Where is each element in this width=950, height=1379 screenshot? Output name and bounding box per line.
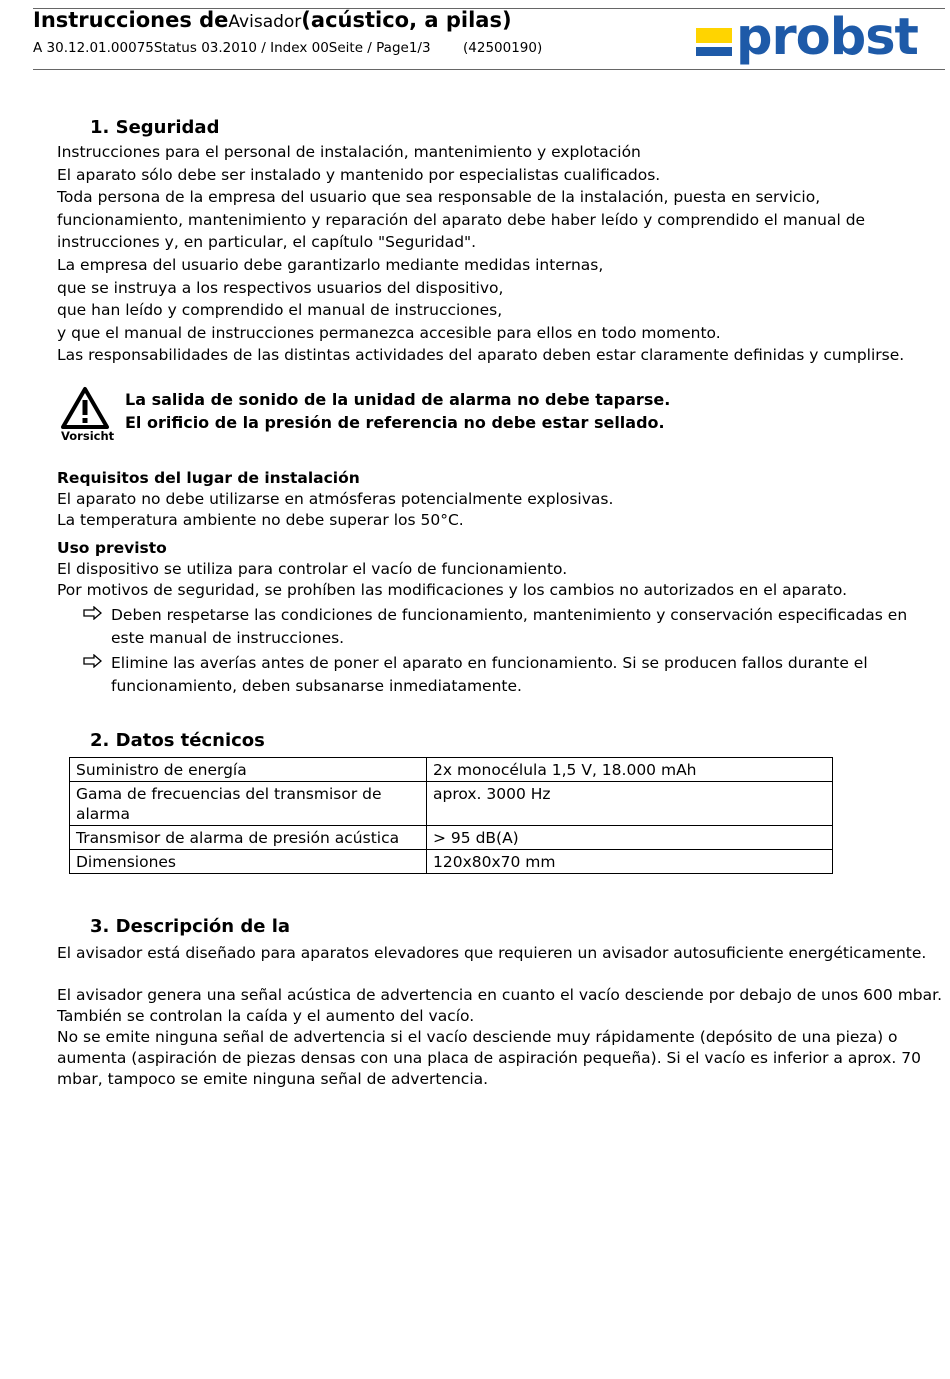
paragraph: Instrucciones para el personal de instalación, mantenimiento y explotación bbox=[57, 143, 641, 161]
paragraph: El aparato sólo debe ser instalado y mantenido por especialistas cualificados. bbox=[57, 166, 661, 184]
paragraph: El avisador está diseñado para aparatos elevadores que requieren un avisador autosuficiente energéticamente. bbox=[57, 944, 927, 962]
table-cell-label: Dimensiones bbox=[70, 850, 427, 874]
order-number: (42500190) bbox=[463, 40, 543, 56]
arrow-right-outline-icon bbox=[83, 606, 103, 620]
paragraph: Las responsabilidades de las distintas actividades del aparato deben estar claramente definidas y cumplirse. bbox=[57, 346, 905, 364]
table-row bbox=[70, 826, 833, 850]
subheading-intended-use: Uso previsto bbox=[57, 539, 167, 557]
paragraph: que se instruya a los respectivos usuarios del dispositivo, bbox=[57, 279, 504, 297]
section-heading-description: 3. Descripción de la bbox=[90, 916, 291, 937]
paragraph: Por motivos de seguridad, se prohíben las modificaciones y los cambios no autorizados en el aparato. bbox=[57, 581, 848, 599]
table-cell-label: Transmisor de alarma de presión acústica bbox=[70, 826, 427, 850]
warning-line: El orificio de la presión de referencia no debe estar sellado. bbox=[125, 412, 665, 432]
table-row bbox=[70, 782, 833, 826]
paragraph: La empresa del usuario debe garantizarlo mediante medidas internas, bbox=[57, 256, 604, 274]
logo-yellow-bar bbox=[696, 28, 732, 43]
table-cell-value: 2x monocélula 1,5 V, 18.000 mAh bbox=[427, 758, 833, 782]
paragraph: que han leído y comprendido el manual de instrucciones, bbox=[57, 301, 503, 319]
bullet-item: Deben respetarse las condiciones de funcionamiento, mantenimiento y conservación especificadas en este manual de instrucciones. bbox=[111, 606, 908, 647]
section-heading-safety: 1. Seguridad bbox=[90, 117, 220, 138]
table-row bbox=[70, 850, 833, 874]
paragraph: La temperatura ambiente no debe superar los 50°C. bbox=[57, 511, 464, 529]
paragraph: El avisador genera una señal acústica de advertencia en cuanto el vacío desciende por debajo de unos 600 mbar. También se controlan la caída y el aumento del vacío. bbox=[57, 986, 943, 1025]
warning-triangle-icon bbox=[60, 386, 110, 430]
table-cell-label: Gama de frecuencias del transmisor de alarma bbox=[70, 782, 427, 826]
warning-text bbox=[125, 389, 670, 434]
paragraph: No se emite ninguna señal de advertencia si el vacío desciende muy rápidamente (depósito de una pieza) o aumenta (aspiración de piezas densas con una placa de aspiración pequeña). Si el vacío es inferior a aprox. 70 mbar, tampoco se emite ninguna señal de advertencia. bbox=[57, 1028, 921, 1088]
bullet-item: Elimine las averías antes de poner el aparato en funcionamiento. Si se producen fallos durante el funcionamiento, deben subsanarse inmediatamente. bbox=[111, 654, 868, 695]
paragraph: y que el manual de instrucciones permanezca accesible para ellos en todo momento. bbox=[57, 324, 721, 342]
logo-wordmark: probst bbox=[736, 8, 918, 67]
table-cell-value: > 95 dB(A) bbox=[427, 826, 833, 850]
logo-blue-bar bbox=[696, 47, 732, 56]
technical-data-table bbox=[69, 757, 833, 874]
section-heading-technical-data: 2. Datos técnicos bbox=[90, 730, 265, 751]
table-cell-value: 120x80x70 mm bbox=[427, 850, 833, 874]
paragraph: Toda persona de la empresa del usuario que sea responsable de la instalación, puesta en servicio, funcionamiento, mantenimiento y reparación del aparato debe haber leído y comprendido el manual de instrucciones y, en particular, el capítulo "Seguridad". bbox=[57, 188, 866, 252]
table-row bbox=[70, 758, 833, 782]
subheading-site-requirements: Requisitos del lugar de instalación bbox=[57, 469, 360, 487]
document-reference: A 30.12.01.00075Status 03.2010 / Index 00Seite / Page1/3 bbox=[33, 40, 431, 56]
paragraph: El aparato no debe utilizarse en atmósferas potencialmente explosivas. bbox=[57, 490, 614, 508]
document-title: Instrucciones deAvisador(acústico, a pilas) bbox=[33, 8, 512, 32]
arrow-right-outline-icon bbox=[83, 654, 103, 668]
warning-caption: Vorsicht bbox=[61, 429, 115, 443]
warning-line: La salida de sonido de la unidad de alarma no debe taparse. bbox=[125, 390, 671, 409]
table-cell-value: aprox. 3000 Hz bbox=[427, 782, 833, 826]
table-cell-label: Suministro de energía bbox=[70, 758, 427, 782]
probst-logo bbox=[696, 8, 946, 70]
header-bottom-rule bbox=[33, 69, 945, 70]
paragraph: El dispositivo se utiliza para controlar el vacío de funcionamiento. bbox=[57, 560, 568, 578]
